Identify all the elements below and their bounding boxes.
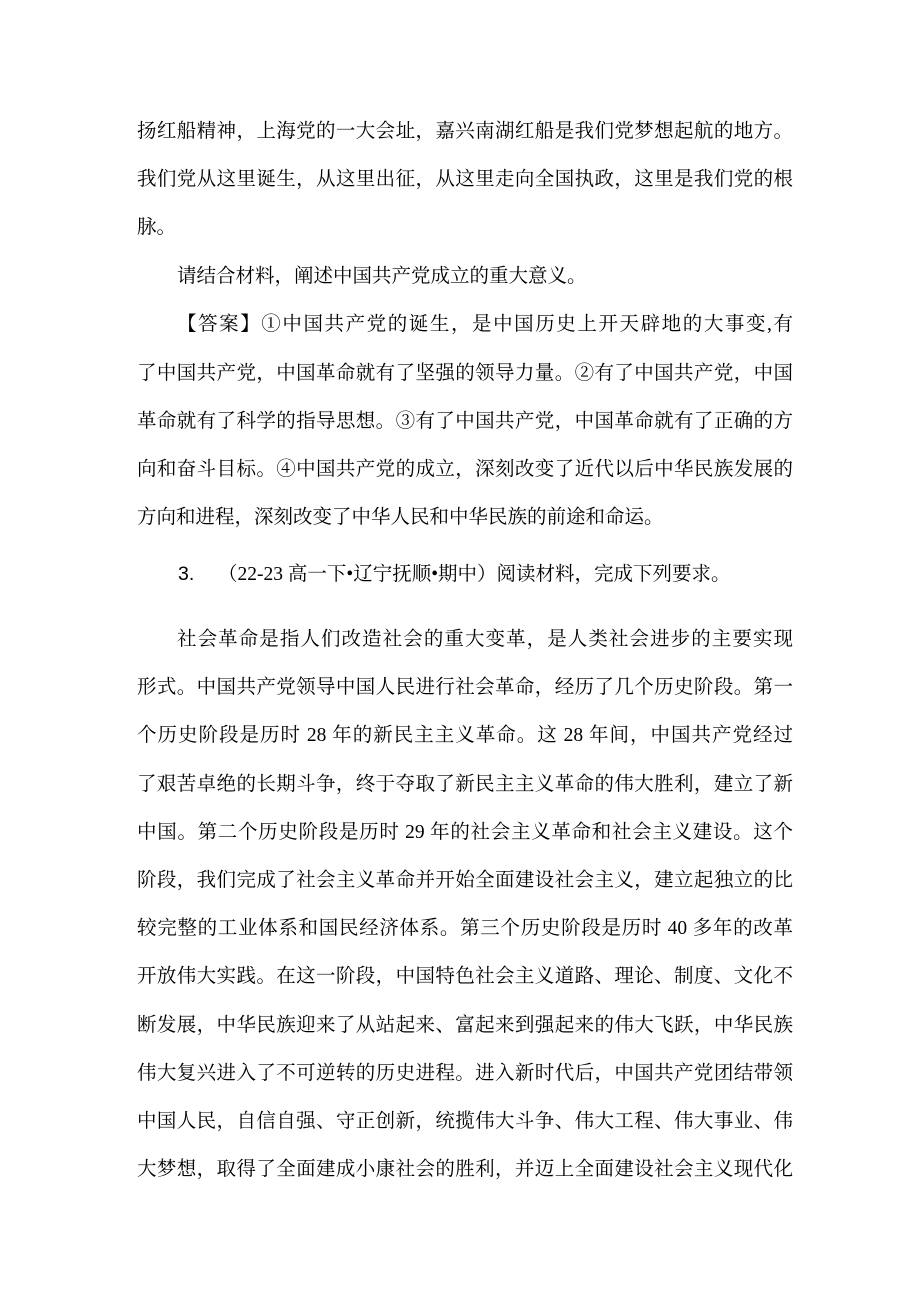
text-line: 社会革命是指人们改造社会的重大变革，是人类社会进步的主要实现 [177,629,793,650]
text-line: 断发展，中华民族迎来了从站起来、富起来到强起来的伟大飞跃，中华民族 [137,1015,793,1036]
question-instruction: 阅读材料，完成下列要求。 [496,564,731,585]
question-prompt: 请结合材料，阐述中国共产党成立的重大意义。 [177,266,587,287]
text-line: 革命就有了科学的指导思想。③有了中国共产党，中国革命就有了正确的方 [137,411,793,432]
text-line: 向和奋斗目标。④中国共产党的成立，深刻改变了近代以后中华民族发展的 [137,459,793,480]
text-line: 个历史阶段是历时 28 年的新民主主义革命。这 28 年间，中国共产党经过 [137,725,793,746]
text-line: 较完整的工业体系和国民经济体系。第三个历史阶段是历时 40 多年的改革 [137,918,793,939]
text-line: 开放伟大实践。在这一阶段，中国特色社会主义道路、理论、制度、文化不 [137,966,793,987]
answer-label: 【答案】 [177,314,262,335]
answer-text: ①中国共产党的诞生，是中国历史上开天辟地的大事变,有 [261,314,793,335]
question-3-heading [178,562,731,586]
text-line: 扬红船精神，上海党的一大会址，嘉兴南湖红船是我们党梦想起航的地方。 [137,121,793,142]
text-line: 阶段，我们完成了社会主义革命并开始全面建设社会主义，建立起独立的比 [137,870,793,891]
text-line: 形式。中国共产党领导中国人民进行社会革命，经历了几个历史阶段。第一 [137,677,793,698]
question-number: 3. [178,563,195,585]
text-line: 了艰苦卓绝的长期斗争，终于夺取了新民主主义革命的伟大胜利，建立了新 [137,774,793,795]
text-line: 了中国共产党，中国革命就有了坚强的领导力量。②有了中国共产党，中国 [137,363,793,384]
text-line: 方向和进程，深刻改变了中华人民和中华民族的前途和命运。 [137,507,664,528]
question-source: （22-23 高一下•辽宁抚顺•期中） [218,564,497,585]
text-line: 我们党从这里诞生，从这里出征，从这里走向全国执政，这里是我们党的根 [137,169,793,190]
text-line: 伟大复兴进入了不可逆转的历史进程。进入新时代后，中国共产党团结带领 [137,1063,793,1084]
text-line: 中国人民，自信自强、守正创新，统揽伟大斗争、伟大工程、伟大事业、伟 [137,1111,793,1132]
text-line: 脉。 [137,217,177,238]
text-line: 中国。第二个历史阶段是历时 29 年的社会主义革命和社会主义建设。这个 [137,822,793,843]
answer-first-line [177,313,793,337]
text-line: 大梦想，取得了全面建成小康社会的胜利，并迈上全面建设社会主义现代化 [137,1159,793,1180]
